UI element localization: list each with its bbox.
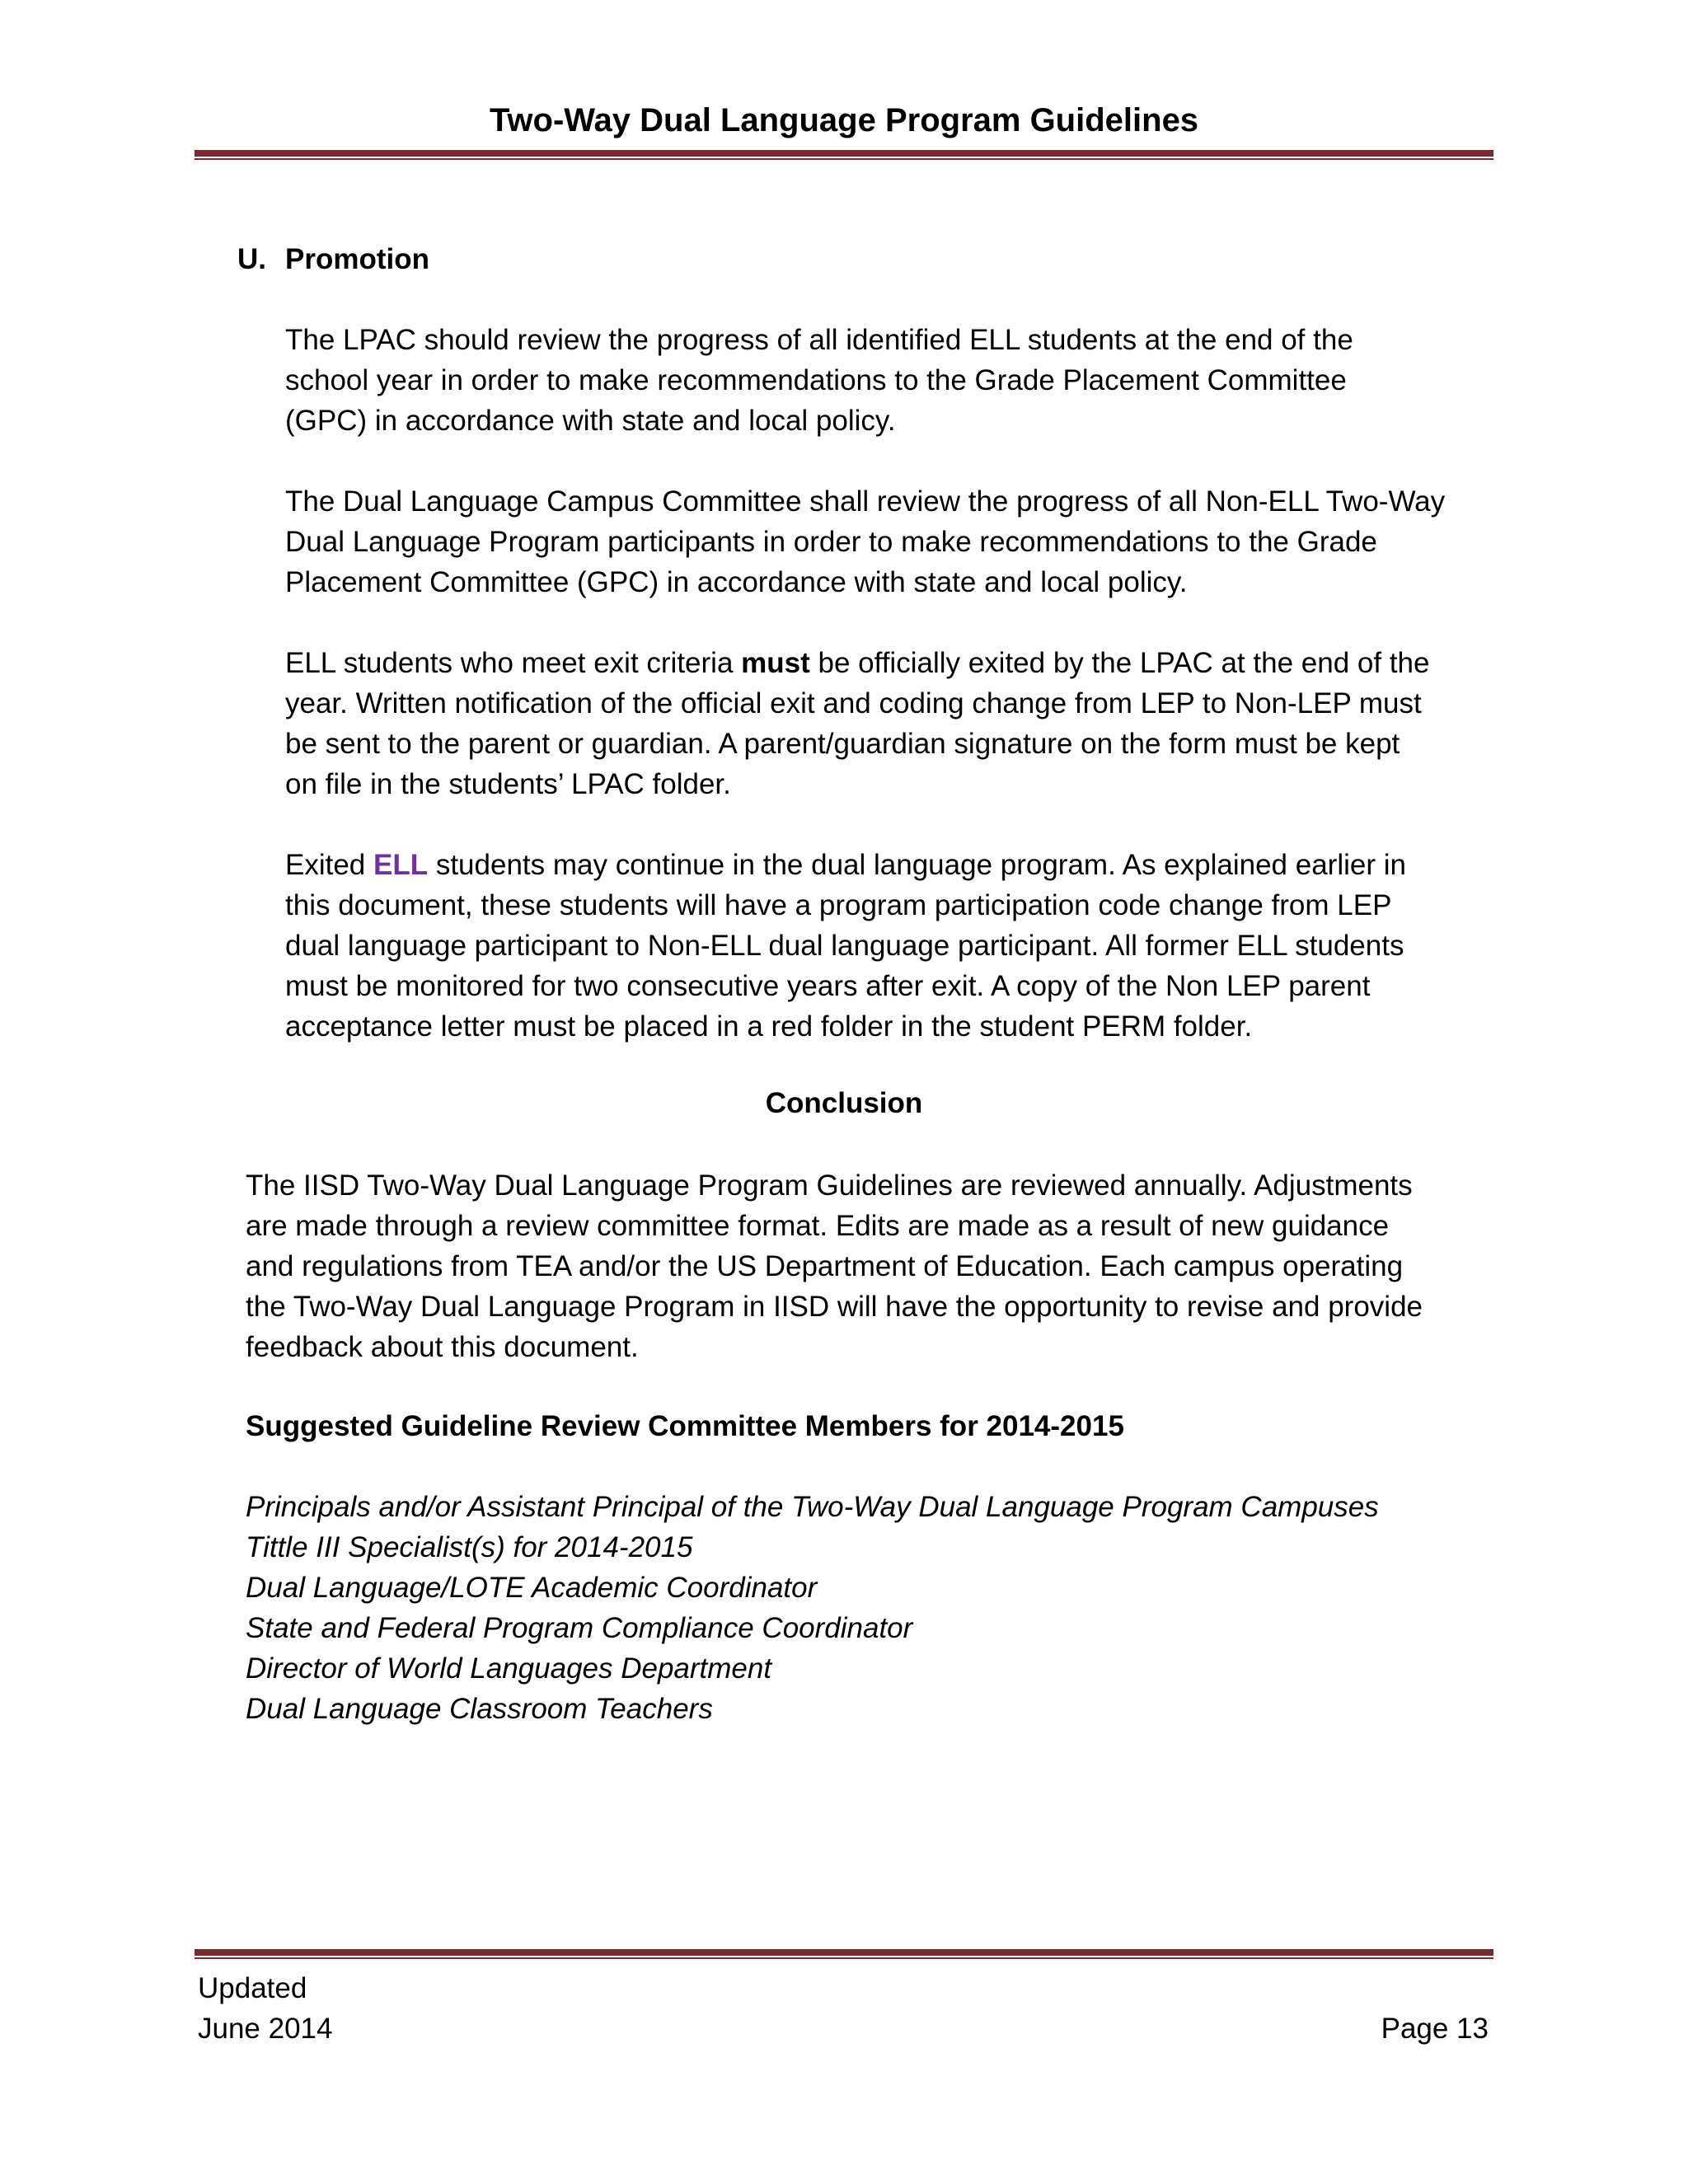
paragraph-line: on file in the students’ LPAC folder. — [285, 768, 731, 800]
paragraph-line — [285, 643, 1563, 683]
paragraph-line: must be monitored for two consecutive years after exit. A copy of the Non LEP parent — [285, 970, 1371, 1002]
conclusion-heading: Conclusion — [765, 1087, 923, 1119]
paragraph-line: and regulations from TEA and/or the US Department of Education. Each campus operating — [246, 1250, 1404, 1282]
committee-heading: Suggested Guideline Review Committee Members for 2014-2015 — [246, 1410, 1124, 1442]
paragraph-line: (GPC) in accordance with state and local policy. — [285, 405, 896, 437]
text-run: be officially exited by the LPAC at the end of the — [809, 647, 1430, 679]
text-run: Exited — [285, 849, 373, 881]
header-rule — [195, 150, 1493, 160]
committee-members-list — [246, 1487, 1379, 1729]
highlight-ell: ELL — [373, 849, 429, 881]
list-item: Director of World Languages Department — [246, 1652, 772, 1685]
header-title: Two-Way Dual Language Program Guidelines — [489, 102, 1199, 138]
paragraph-line: Placement Committee (GPC) in accordance with state and local policy. — [285, 566, 1188, 598]
list-item: Principals and/or Assistant Principal of the Two-Way Dual Language Program Campuses — [246, 1491, 1379, 1523]
paragraph-line: dual language participant to Non-ELL dual language participant. All former ELL students — [285, 930, 1404, 962]
paragraph-line: school year in order to make recommendations to the Grade Placement Committee — [285, 364, 1347, 396]
list-item: Dual Language Classroom Teachers — [246, 1693, 713, 1725]
paragraph-line — [285, 845, 1563, 885]
page-number: Page 13 — [1381, 2013, 1489, 2045]
paragraph-line: The Dual Language Campus Committee shall review the progress of all Non-ELL Two-Way — [285, 485, 1446, 518]
section-heading — [237, 241, 429, 279]
emphasis-must: must — [741, 647, 810, 679]
paragraph-line: are made through a review committee format. Edits are made as a result of new guidance — [246, 1210, 1390, 1242]
paragraph-lpac-review — [285, 320, 1563, 441]
paragraph-line: feedback about this document. — [246, 1331, 639, 1363]
list-item: Tittle III Specialist(s) for 2014-2015 — [246, 1531, 693, 1563]
paragraph-exit-criteria — [285, 643, 1563, 804]
footer-date: June 2014 — [198, 2013, 333, 2045]
paragraph-line: acceptance letter must be placed in a red folder in the student PERM folder. — [285, 1010, 1253, 1043]
list-item: State and Federal Program Compliance Coordinator — [246, 1612, 913, 1644]
paragraph-campus-committee — [285, 481, 1563, 602]
paragraph-line: this document, these students will have a program participation code change from LEP — [285, 889, 1392, 921]
text-run: ELL students who meet exit criteria — [285, 647, 742, 679]
paragraph-line: be sent to the parent or guardian. A parent/guardian signature on the form must be kept — [285, 728, 1400, 760]
paragraph-line: The LPAC should review the progress of all identified ELL students at the end of the — [285, 324, 1353, 356]
paragraph-line: The IISD Two-Way Dual Language Program Guidelines are reviewed annually. Adjustments — [246, 1169, 1413, 1202]
footer-updated-label: Updated — [198, 1972, 307, 2004]
footer-updated — [198, 1968, 332, 2049]
paragraph-line: Dual Language Program participants in order to make recommendations to the Grade — [285, 526, 1377, 558]
list-item: Dual Language/LOTE Academic Coordinator — [246, 1572, 818, 1604]
paragraph-line: year. Written notification of the official exit and coding change from LEP to Non-LEP must — [285, 687, 1422, 719]
section-title: Promotion — [285, 243, 429, 275]
paragraph-exited-students — [285, 845, 1563, 1047]
text-run: students may continue in the dual language program. As explained earlier in — [428, 849, 1406, 881]
paragraph-conclusion — [246, 1165, 1523, 1367]
footer-rule — [195, 1949, 1493, 1959]
paragraph-line: the Two-Way Dual Language Program in IISD will have the opportunity to revise and provide — [246, 1291, 1423, 1323]
section-letter: U. — [237, 243, 266, 275]
